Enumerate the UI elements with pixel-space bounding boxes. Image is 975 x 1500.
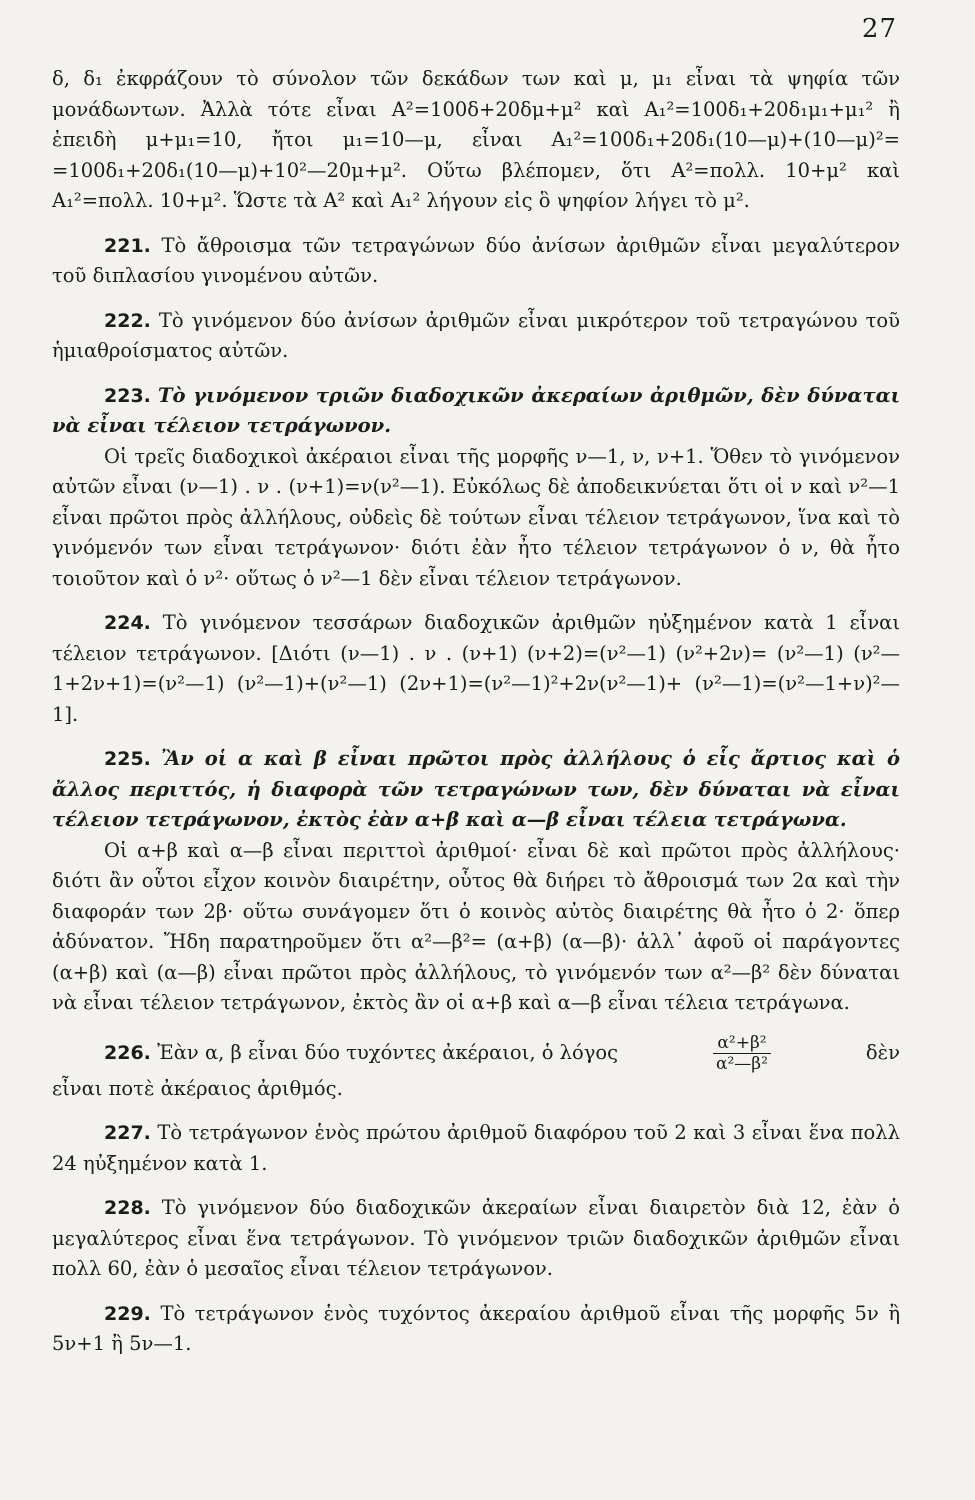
problem-text-tail-word: δὲν <box>865 1040 900 1064</box>
fraction-numerator: α²+β² <box>713 1033 770 1054</box>
problem-text: Τὸ γινόμενον τεσσάρων διαδοχικῶν ἀριθμῶν ηὐξημένον κατὰ 1 εἶναι τέλειον τετράγωνον. [Διότι (ν—1) . ν . (ν+1) (ν+2)=(ν²—1) (ν²+2ν)= (ν²—1) (ν²—1+2ν+1)=(ν²—1) (ν²—1)+(ν²—1) (2ν+1)=(ν²—1)²+2ν(ν²—1)+ (ν²—1)=(ν²—1+ν)²—1]. <box>52 611 900 726</box>
problem-number: 225. <box>104 748 151 770</box>
theorem-text: Τὸ γινόμενον τριῶν διαδοχικῶν ἀκεραίων ἀριθμῶν, δὲν δύναται νὰ εἶναι τέλειον τετράγωνον. <box>52 383 901 437</box>
problem-226-tail: εἶναι ποτὲ ἀκέραιος ἀριθμός. <box>52 1076 343 1100</box>
problem-223-statement <box>52 381 900 442</box>
problem-224 <box>52 608 900 730</box>
problem-222 <box>52 306 900 367</box>
problem-225-proof: Οἱ α+β καὶ α—β εἶναι περιττοὶ ἀριθμοί· εἶναι δὲ καὶ πρῶτοι πρὸς ἀλλήλους· διότι ἂν οὗτοι εἶχον κοινὸν διαιρέτην, οὗτος θὰ διήρει τὸ ἄθροισμά των 2α καὶ τὴν διαφοράν των 2β· οὕτω συνάγομεν ὅτι ὁ κοινὸς αὐτὸς διαιρέτης θὰ ἦτο ὁ 2· ὅπερ ἀδύνατον. Ἤδη παρατηροῦμεν ὅτι α²—β²= (α+β) (α—β)· ἀλλ᾽ ἀφοῦ οἱ παράγοντες (α+β) καὶ (α—β) εἶναι πρῶτοι πρὸς ἀλλήλους, τὸ γινόμενόν των α²—β² δὲν δύναται νὰ εἶναι τέλειον τετράγωνον, ἐκτὸς ἂν οἱ α+β καὶ α—β εἶναι τέλεια τετράγωνα. <box>52 838 900 1014</box>
problem-225-statement <box>52 744 900 836</box>
theorem-text: Ἂν οἱ α καὶ β εἶναι πρῶτοι πρὸς ἀλλήλους ὁ εἷς ἄρτιος καὶ ὁ ἄλλος περιττός, ἡ διαφορὰ τῶν τετραγώνων των, δὲν δύναται νὰ εἶναι τέλειον τετράγωνον, ἐκτὸς ἐὰν α+β καὶ α—β εἶναι τέλεια τετράγωνα. <box>52 747 900 831</box>
problem-text: Τὸ τετράγωνον ἑνὸς πρώτου ἀριθμοῦ διαφόρου τοῦ 2 καὶ 3 εἶναι ἕνα πολλ 24 ηὐξημένον κατὰ 1. <box>52 1121 900 1175</box>
problem-text: Τὸ ἄθροισμα τῶν τετραγώνων δύο ἀνίσων ἀριθμῶν εἶναι μεγαλύτερον τοῦ διπλασίου γινομένου αὐτῶν. <box>52 233 900 287</box>
problem-number: 228. <box>104 1197 151 1219</box>
fraction-denominator: α²—β² <box>716 1053 768 1074</box>
problem-229 <box>52 1299 900 1360</box>
problem-227 <box>52 1118 900 1179</box>
problem-text: Τὸ γινόμενον δύο διαδοχικῶν ἀκεραίων εἶναι διαιρετὸν διὰ 12, ἐὰν ὁ μεγαλύτερος εἶναι ἕνα τετράγωνον. Τὸ γινόμενον τριῶν διαδοχικῶν ἀριθμῶν εἶναι πολλ 60, ἐὰν ὁ μεσαῖος εἶναι τέλειον τετράγωνον. <box>52 1196 900 1280</box>
problem-number: 223. <box>104 384 151 407</box>
problem-text: Τὸ γινόμενον δύο ἀνίσων ἀριθμῶν εἶναι μικρότερον τοῦ τετραγώνου τοῦ ἡμιαθροίσματος αὐτῶν. <box>52 308 900 362</box>
problem-text: Ἐὰν α, β εἶναι δύο τυχόντες ἀκέραιοι, ὁ λόγος <box>157 1040 619 1064</box>
problem-text: Τὸ τετράγωνον ἑνὸς τυχόντος ἀκεραίου ἀριθμοῦ εἶναι τῆς μορφῆς 5ν ἢ 5ν+1 ἢ 5ν—1. <box>52 1301 901 1355</box>
fraction <box>713 1033 770 1074</box>
problem-number: 222. <box>104 309 151 332</box>
problem-number: 224. <box>104 612 151 634</box>
page-body <box>52 64 900 1360</box>
problem-number: 226. <box>104 1041 151 1064</box>
problem-221 <box>52 231 900 292</box>
page-number: 27 <box>861 14 897 44</box>
problem-228 <box>52 1193 900 1285</box>
problem-226 <box>52 1033 900 1074</box>
problem-number: 227. <box>104 1122 151 1144</box>
intro-paragraph: δ, δ₁ ἐκφράζουν τὸ σύνολον τῶν δεκάδων των καὶ μ, μ₁ εἶναι τὰ ψηφία τῶν μονάδωντων. Ἀλλὰ τότε εἶναι Α²=100δ+20δμ+μ² καὶ Α₁²=100δ₁+20δ₁μ₁+μ₁² ἢ ἐπειδὴ μ+μ₁=10, ἤτοι μ₁=10—μ, εἶναι Α₁²=100δ₁+20δ₁(10—μ)+(10—μ)²= =100δ₁+20δ₁(10—μ)+10²—20μ+μ². Οὕτω βλέπομεν, ὅτι Α²=πολλ. 10+μ² καὶ Α₁²=πολλ. 10+μ². Ὥστε τὰ Α² καὶ Α₁² λήγουν εἰς ὃ ψηφίον λήγει τὸ μ². <box>52 67 900 212</box>
problem-number: 221. <box>104 234 151 257</box>
problem-223-proof: Οἱ τρεῖς διαδοχικοὶ ἀκέραιοι εἶναι τῆς μορφῆς ν—1, ν, ν+1. Ὅθεν τὸ γινόμενον αὐτῶν εἶναι (ν—1) . ν . (ν+1)=ν(ν²—1). Εὐκόλως δὲ ἀποδεικνύεται ὅτι οἱ ν καὶ ν²—1 εἶναι πρῶτοι πρὸς ἀλλήλους, οὐδεὶς δὲ τούτων εἶναι τέλειον τετράγωνον, ἵνα καὶ τὸ γινόμενόν των εἶναι τετράγωνον· διότι ἐὰν ἦτο τέλειον τετράγωνον ὁ ν, θὰ ἦτο τοιοῦτον καὶ ὁ ν²· οὕτως ὁ ν²—1 δὲν εἶναι τέλειον τετράγωνον. <box>52 444 900 590</box>
problem-number: 229. <box>104 1302 151 1325</box>
